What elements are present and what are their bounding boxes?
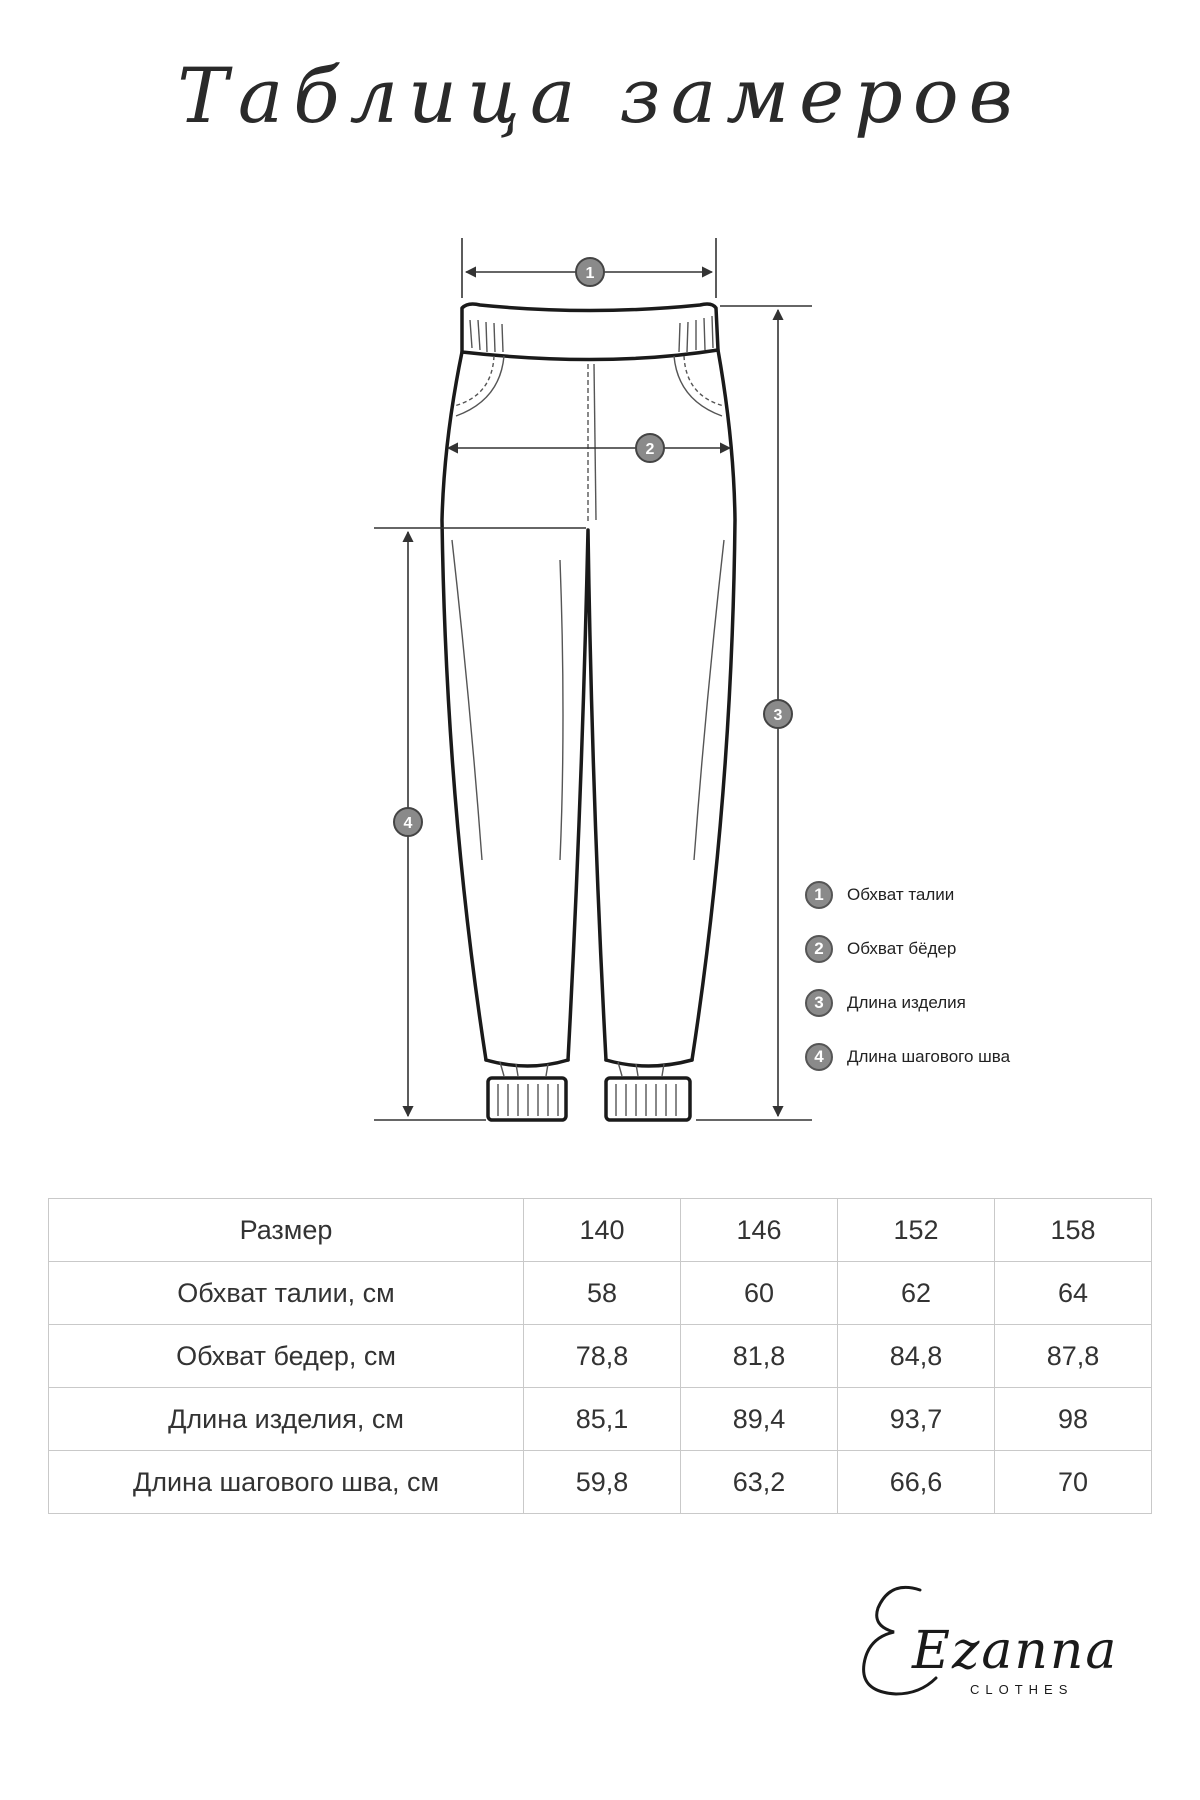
svg-text:1: 1 (585, 265, 595, 282)
table-cell: 78,8 (524, 1325, 681, 1388)
marker-inseam (394, 808, 422, 836)
brand-logo (850, 1560, 1130, 1710)
legend-item-hips (805, 934, 1105, 964)
table-cell: 60 (681, 1262, 838, 1325)
table-cell: 140 (524, 1199, 681, 1262)
table-cell: 85,1 (524, 1388, 681, 1451)
table-row (49, 1451, 1152, 1514)
legend-label: Длина шагового шва (847, 1047, 1011, 1066)
page-title: Таблица замеров (177, 51, 1023, 140)
table-cell: 58 (524, 1262, 681, 1325)
table-cell: 59,8 (524, 1451, 681, 1514)
legend-label: Обхват талии (847, 885, 955, 904)
table-cell: Длина шагового шва, см (49, 1451, 524, 1514)
table-row (49, 1325, 1152, 1388)
table-cell: 158 (995, 1199, 1152, 1262)
table-cell: 93,7 (838, 1388, 995, 1451)
legend-label: Длина изделия (847, 993, 966, 1012)
table-cell: Длина изделия, см (49, 1388, 524, 1451)
table-cell: 64 (995, 1262, 1152, 1325)
table-cell: 70 (995, 1451, 1152, 1514)
svg-text:3: 3 (773, 707, 783, 724)
table-cell: Размер (49, 1199, 524, 1262)
marker-hips (636, 434, 664, 462)
table-cell: 81,8 (681, 1325, 838, 1388)
table-cell: 98 (995, 1388, 1152, 1451)
table-cell: 89,4 (681, 1388, 838, 1451)
legend-label: Обхват бёдер (847, 939, 957, 958)
table-cell: Обхват бедер, см (49, 1325, 524, 1388)
legend-item-waist (805, 880, 1105, 910)
legend-badge: 3 (805, 989, 833, 1017)
svg-text:4: 4 (403, 815, 413, 832)
measure-lines (374, 238, 812, 1120)
brand-name: Ezanna (912, 1621, 1119, 1681)
legend-item-length (805, 988, 1105, 1018)
table-cell: 62 (838, 1262, 995, 1325)
brand-sub: CLOTHES (970, 1682, 1074, 1697)
table-cell: 84,8 (838, 1325, 995, 1388)
table-cell: 66,6 (838, 1451, 995, 1514)
svg-text:2: 2 (645, 441, 655, 458)
pants-details (452, 316, 724, 1116)
legend-badge: 4 (805, 1043, 833, 1071)
table-cell: Обхват талии, см (49, 1262, 524, 1325)
size-table (48, 1198, 1152, 1514)
marker-waist (576, 258, 604, 286)
table-cell: 63,2 (681, 1451, 838, 1514)
table-cell: 152 (838, 1199, 995, 1262)
legend (805, 880, 1105, 1096)
legend-badge: 1 (805, 881, 833, 909)
legend-item-inseam (805, 1042, 1105, 1072)
table-cell: 146 (681, 1199, 838, 1262)
legend-badge: 2 (805, 935, 833, 963)
table-cell: 87,8 (995, 1325, 1152, 1388)
table-header-row (49, 1199, 1152, 1262)
table-row (49, 1388, 1152, 1451)
table-row (49, 1262, 1152, 1325)
marker-length (764, 700, 792, 728)
pants-outline (442, 304, 735, 1120)
